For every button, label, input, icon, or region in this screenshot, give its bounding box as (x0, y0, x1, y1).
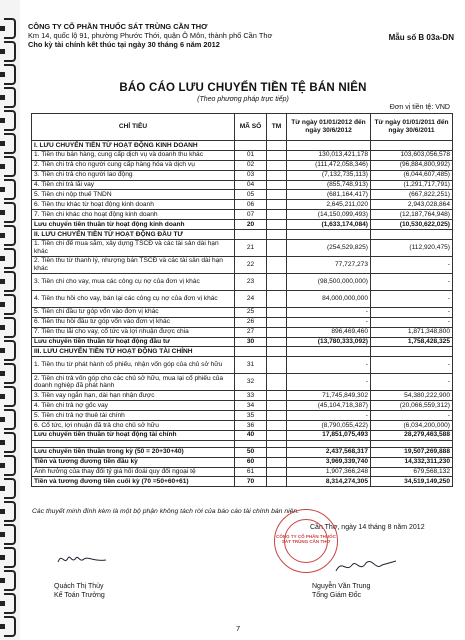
total-row (32, 457, 453, 467)
row-label (32, 440, 235, 447)
row-code: 22 (235, 256, 267, 273)
row-note (267, 180, 287, 190)
row-code: 20 (235, 220, 267, 230)
row-label: 7. Tiền chi khác cho hoạt động kinh doanh (32, 210, 235, 220)
binding-ring (4, 593, 16, 614)
row-label: Lưu chuyển tiền thuần từ hoạt động đầu tư (32, 337, 235, 347)
cash-flow-table (31, 113, 453, 487)
row-current-value: 1,907,366,248 (287, 467, 371, 477)
row-code: 70 (235, 477, 267, 487)
row-note (267, 357, 287, 374)
row-prior-value: - (371, 357, 453, 374)
row-note (267, 256, 287, 273)
row-label: 6. Tiền thu khác từ hoạt động kinh doanh (32, 200, 235, 210)
row-prior-value: 54,380,222,900 (371, 391, 453, 401)
row-prior-value: 1,758,428,325 (371, 337, 453, 347)
binding-ring (4, 87, 16, 108)
row-prior-value: (667,822,251) (371, 190, 453, 200)
row-code: 26 (235, 317, 267, 327)
row-code: 01 (235, 150, 267, 160)
binding-ring (4, 363, 16, 384)
row-label: 2. Tiền thu từ thanh lý, nhượng bán TSCĐ và các tài sản dài hạn khác (32, 256, 235, 273)
row-current-value: 17,851,075,493 (287, 430, 371, 440)
row-prior-value (371, 230, 453, 240)
header-current-period: Từ ngày 01/01/2012 đến ngày 30/6/2012 (287, 114, 371, 141)
row-current-value: - (287, 317, 371, 327)
row-code: 30 (235, 337, 267, 347)
table-row (32, 210, 453, 220)
binding-ring (4, 524, 16, 545)
binding-ring (4, 478, 16, 499)
row-note (267, 374, 287, 391)
row-current-value: 71,745,849,302 (287, 391, 371, 401)
total-row (32, 447, 453, 457)
form-number: Mẫu số B 03a-DN (388, 33, 454, 42)
row-current-value (287, 347, 371, 357)
row-code (235, 347, 267, 357)
report-title: BÁO CÁO LƯU CHUYỂN TIỀN TỆ BÁN NIÊN (119, 82, 367, 94)
row-code: 34 (235, 401, 267, 411)
document-page (26, 0, 460, 640)
row-note (267, 411, 287, 421)
row-label: Ảnh hưởng của thay đổi tỷ giá hối đoái quy đổi ngoại tệ (32, 467, 235, 477)
row-current-value: 3,969,339,740 (287, 457, 371, 467)
row-code (235, 230, 267, 240)
row-current-value: 896,469,460 (287, 327, 371, 337)
row-note (267, 327, 287, 337)
company-seal (274, 509, 338, 573)
company-seal-text: CÔNG TY CỔ PHẦN THUỐC SÁT TRÙNG CẦN THƠ (276, 534, 336, 544)
binding-ring (4, 570, 16, 591)
table-row (32, 239, 453, 256)
row-code: 60 (235, 457, 267, 467)
row-note (267, 230, 287, 240)
company-name: CÔNG TY CỔ PHẦN THUỐC SÁT TRÙNG CẦN THƠ (28, 22, 208, 31)
row-current-value: (855,748,913) (287, 180, 371, 190)
row-label: Lưu chuyển tiền thuần từ hoạt động tài chính (32, 430, 235, 440)
row-prior-value: - (371, 290, 453, 307)
row-label: 6. Tiền thu hồi đầu tư góp vốn vào đơn vị khác (32, 317, 235, 327)
row-prior-value: (20,066,559,312) (371, 401, 453, 411)
row-code: 05 (235, 190, 267, 200)
row-note (267, 220, 287, 230)
header-code: MÃ SỐ (235, 114, 267, 141)
binding-ring (4, 156, 16, 177)
table-row (32, 273, 453, 290)
binding-ring (4, 64, 16, 85)
row-code: 23 (235, 273, 267, 290)
row-note (267, 317, 287, 327)
table-row (32, 170, 453, 180)
row-current-value: (681,164,417) (287, 190, 371, 200)
row-current-value: (45,104,718,387) (287, 401, 371, 411)
row-label: 3. Tiền chi cho vay, mua các công cụ nợ của đơn vị khác (32, 273, 235, 290)
row-label: 3. Tiền chi trả cho người lao động (32, 170, 235, 180)
binding-strip (0, 0, 20, 640)
row-label: III. LƯU CHUYỂN TIỀN TỪ HOẠT ĐỘNG TÀI CHÍNH (32, 347, 235, 357)
table-row (32, 150, 453, 160)
binding-ring (4, 225, 16, 246)
binding-ring (4, 455, 16, 476)
binding-ring (4, 317, 16, 338)
total-row (32, 337, 453, 347)
row-note (267, 447, 287, 457)
table-row (32, 317, 453, 327)
row-label: 1. Tiền chi để mua sắm, xây dựng TSCĐ và các tài sản dài hạn khác (32, 239, 235, 256)
company-address: Km 14, quốc lộ 91, phường Phước Thới, quận Ô Môn, thành phố Cần Thơ (28, 31, 273, 40)
row-note (267, 337, 287, 347)
row-current-value (287, 230, 371, 240)
chief-accountant-name: Quách Thị Thùy (54, 583, 104, 590)
row-label: 2. Tiền chi trả vốn góp cho các chủ sở hữu, mua lại cổ phiếu của doanh nghiệp đã phát hành (32, 374, 235, 391)
row-label: Lưu chuyển tiền thuần trong kỳ (50 = 20+30+40) (32, 447, 235, 457)
row-note (267, 391, 287, 401)
row-current-value: - (287, 307, 371, 317)
binding-ring (4, 41, 16, 62)
binding-ring (4, 501, 16, 522)
row-code: 06 (235, 200, 267, 210)
binding-ring (4, 409, 16, 430)
row-label: I. LƯU CHUYỂN TIỀN TỪ HOẠT ĐỘNG KINH DOANH (32, 141, 235, 151)
binding-ring (4, 110, 16, 131)
row-prior-value (371, 141, 453, 151)
report-subtitle: (Theo phương pháp trực tiếp) (197, 96, 289, 103)
row-label: 4. Tiền thu hồi cho vay, bán lại các công cụ nợ của đơn vị khác (32, 290, 235, 307)
row-prior-value: (112,920,475) (371, 239, 453, 256)
table-row (32, 374, 453, 391)
row-code: 35 (235, 411, 267, 421)
row-current-value (287, 141, 371, 151)
reporting-period: Cho kỳ tài chính kết thúc tại ngày 30 tháng 6 năm 2012 (28, 40, 220, 49)
general-director-name: Nguyễn Văn Trung (312, 583, 371, 590)
binding-ring (4, 133, 16, 154)
row-current-value: - (287, 374, 371, 391)
row-note (267, 457, 287, 467)
binding-ring (4, 248, 16, 269)
row-note (267, 160, 287, 170)
table-row (32, 357, 453, 374)
row-code: 27 (235, 327, 267, 337)
row-code: 36 (235, 421, 267, 431)
row-label: Tiền và tương đương tiền đầu kỳ (32, 457, 235, 467)
section-row (32, 230, 453, 240)
general-director-signature (332, 553, 402, 579)
row-code (235, 440, 267, 447)
row-current-value: (14,150,099,493) (287, 210, 371, 220)
row-note (267, 421, 287, 431)
binding-ring (4, 179, 16, 200)
row-current-value: (254,529,825) (287, 239, 371, 256)
general-director-title: Tổng Giám Đốc (312, 592, 362, 599)
row-current-value: 2,645,211,020 (287, 200, 371, 210)
binding-ring (4, 547, 16, 568)
binding-ring (4, 18, 16, 39)
row-current-value: - (287, 357, 371, 374)
row-current-value: 77,727,273 (287, 256, 371, 273)
row-note (267, 170, 287, 180)
row-prior-value: - (371, 273, 453, 290)
row-prior-value: (1,291,717,791) (371, 180, 453, 190)
table-row (32, 290, 453, 307)
row-label: 1. Tiền thu bán hàng, cung cấp dịch vụ và doanh thu khác (32, 150, 235, 160)
row-code: 03 (235, 170, 267, 180)
row-current-value: (98,500,000,000) (287, 273, 371, 290)
row-code: 24 (235, 290, 267, 307)
row-current-value: 84,000,000,000 (287, 290, 371, 307)
signing-date: Cần Thơ, ngày 14 tháng 8 năm 2012 (310, 524, 425, 531)
table-row (32, 307, 453, 317)
row-current-value: (1,633,174,084) (287, 220, 371, 230)
total-row (32, 430, 453, 440)
row-note (267, 239, 287, 256)
table-row (32, 200, 453, 210)
row-code: 25 (235, 307, 267, 317)
header-item: CHỈ TIÊU (32, 114, 235, 141)
row-current-value: (111,472,058,346) (287, 160, 371, 170)
row-code: 61 (235, 467, 267, 477)
row-code: 40 (235, 430, 267, 440)
row-current-value (287, 440, 371, 447)
row-note (267, 190, 287, 200)
row-label: Lưu chuyển tiền thuần từ hoạt động kinh doanh (32, 220, 235, 230)
table-row (32, 421, 453, 431)
row-label: 2. Tiền chi trả cho người cung cấp hàng hóa và dịch vụ (32, 160, 235, 170)
row-note (267, 150, 287, 160)
row-prior-value: 14,332,311,230 (371, 457, 453, 467)
row-label: 1. Tiền thu từ phát hành cổ phiếu, nhận vốn góp của chủ sở hữu (32, 357, 235, 374)
row-note (267, 141, 287, 151)
row-prior-value: (10,530,622,025) (371, 220, 453, 230)
table-row (32, 401, 453, 411)
row-note (267, 210, 287, 220)
row-label: 5. Tiền chi nộp thuế TNDN (32, 190, 235, 200)
table-header-row (32, 114, 453, 141)
row-note (267, 401, 287, 411)
binding-ring (4, 616, 16, 637)
row-current-value: 130,013,421,178 (287, 150, 371, 160)
row-note (267, 307, 287, 317)
row-prior-value: 34,519,149,250 (371, 477, 453, 487)
table-row (32, 467, 453, 477)
currency-unit: Đơn vị tiền tệ: VND (389, 104, 450, 111)
row-label: 6. Cổ tức, lợi nhuận đã trả cho chủ sở hữu (32, 421, 235, 431)
row-code: 02 (235, 160, 267, 170)
table-row (32, 256, 453, 273)
table-row (32, 391, 453, 401)
table-row (32, 180, 453, 190)
row-note (267, 290, 287, 307)
table-row (32, 411, 453, 421)
row-label: 7. Tiền thu lãi cho vay, cổ tức và lợi nhuận được chia (32, 327, 235, 337)
header-prior-period: Từ ngày 01/01/2011 đến ngày 30/6/2011 (371, 114, 453, 141)
row-code (235, 141, 267, 151)
page-number: 7 (236, 624, 241, 633)
row-current-value: (8,790,055,422) (287, 421, 371, 431)
row-code: 21 (235, 239, 267, 256)
row-prior-value: - (371, 256, 453, 273)
table-row (32, 440, 453, 447)
row-note (267, 273, 287, 290)
row-note (267, 467, 287, 477)
row-prior-value: 103,603,056,578 (371, 150, 453, 160)
binding-ring (4, 386, 16, 407)
row-prior-value: 2,943,028,864 (371, 200, 453, 210)
section-row (32, 347, 453, 357)
section-row (32, 141, 453, 151)
total-row (32, 477, 453, 487)
row-prior-value (371, 347, 453, 357)
row-note (267, 477, 287, 487)
row-current-value: (7,132,735,113) (287, 170, 371, 180)
table-row (32, 327, 453, 337)
row-prior-value: - (371, 411, 453, 421)
header-note: TM (267, 114, 287, 141)
row-current-value: 8,314,274,305 (287, 477, 371, 487)
row-current-value: 2,437,568,317 (287, 447, 371, 457)
row-note (267, 200, 287, 210)
row-prior-value: - (371, 317, 453, 327)
row-code: 04 (235, 180, 267, 190)
table-row (32, 190, 453, 200)
row-label: 3. Tiền vay ngắn hạn, dài hạn nhận được (32, 391, 235, 401)
row-prior-value: - (371, 374, 453, 391)
row-code: 31 (235, 357, 267, 374)
row-prior-value: (96,884,800,992) (371, 160, 453, 170)
binding-ring (4, 202, 16, 223)
row-prior-value: 679,568,132 (371, 467, 453, 477)
table-body (32, 141, 453, 487)
row-prior-value (371, 440, 453, 447)
table-row (32, 160, 453, 170)
binding-ring (4, 432, 16, 453)
footnote: Các thuyết minh đính kèm là một bộ phận không tách rời của báo cáo tài chính bán niên. (32, 508, 300, 515)
row-note (267, 440, 287, 447)
row-prior-value: - (371, 307, 453, 317)
row-current-value: (13,780,333,092) (287, 337, 371, 347)
row-prior-value: 19,507,269,888 (371, 447, 453, 457)
row-prior-value: (6,034,200,000) (371, 421, 453, 431)
row-prior-value: 28,279,463,588 (371, 430, 453, 440)
row-label: 5. Tiền chi đầu tư góp vốn vào đơn vị khác (32, 307, 235, 317)
chief-accountant-title: Kế Toán Trưởng (54, 592, 105, 599)
row-label: Tiền và tương đương tiền cuối kỳ (70 =50+60+61) (32, 477, 235, 487)
row-prior-value: (6,044,607,485) (371, 170, 453, 180)
row-code: 32 (235, 374, 267, 391)
row-prior-value: 1,871,348,800 (371, 327, 453, 337)
row-label: 4. Tiền chi trả nợ gốc vay (32, 401, 235, 411)
row-code: 50 (235, 447, 267, 457)
row-note (267, 430, 287, 440)
row-current-value: - (287, 411, 371, 421)
row-code: 33 (235, 391, 267, 401)
row-label: 4. Tiền chi trả lãi vay (32, 180, 235, 190)
row-code: 07 (235, 210, 267, 220)
row-prior-value: (12,187,764,948) (371, 210, 453, 220)
binding-ring (4, 294, 16, 315)
row-label: 5. Tiền chi trả nợ thuê tài chính (32, 411, 235, 421)
binding-ring (4, 271, 16, 292)
binding-ring (4, 340, 16, 361)
total-row (32, 220, 453, 230)
row-note (267, 347, 287, 357)
chief-accountant-signature (54, 548, 114, 570)
row-label: II. LƯU CHUYỂN TIỀN TỪ HOẠT ĐỘNG ĐẦU TƯ (32, 230, 235, 240)
